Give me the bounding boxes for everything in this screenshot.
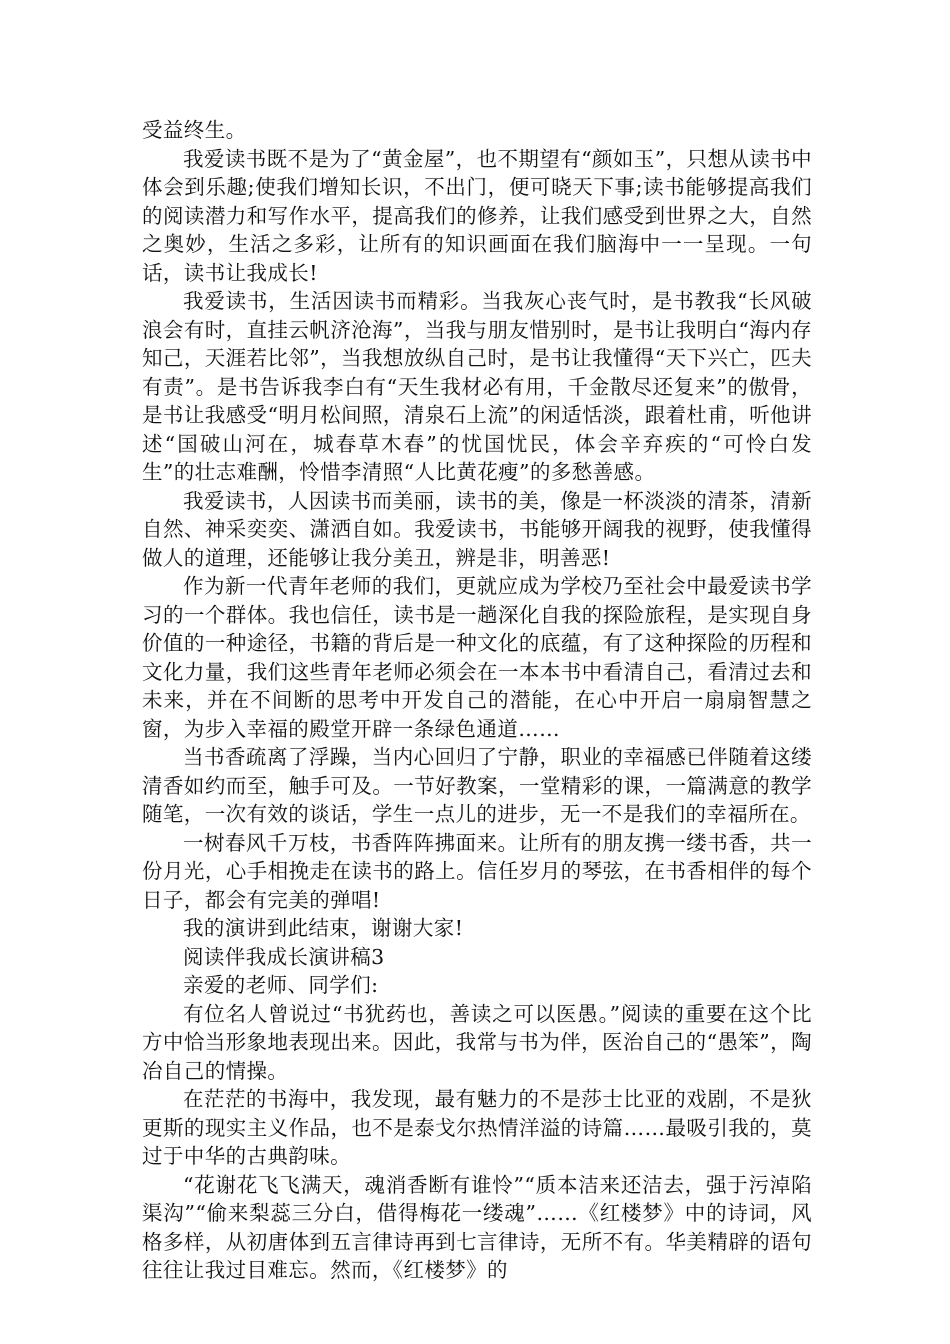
document-body [142, 116, 812, 1285]
paragraph: 作为新一代青年老师的我们，更就应成为学校乃至社会中最爱读书学习的一个群体。我也信任，读书是一趟深化自我的探险旅程，是实现自身价值的一种途径，书籍的背后是一种文化的底蕴，有了这种探险的历程和文化力量，我们这些青年老师必须会在一本本书中看清自己，看清过去和未来，并在不间断的思考中开发自己的潜能，在心中开启一扇扇智慧之窗，为步入幸福的殿堂开辟一条绿色通道…… [142, 574, 812, 741]
salutation: 亲爱的老师、同学们: [183, 973, 379, 997]
paragraph: 我爱读书既不是为了“黄金屋”，也不期望有“颜如玉”，只想从读书中体会到乐趣;使我们增知长识，不出门，便可晓天下事;读书能够提高我们的阅读潜力和写作水平，提高我们的修养，让我们感受到世界之大，自然之奥妙，生活之多彩，让所有的知识画面在我们脑海中一一呈现。一句话，读书让我成长! [142, 146, 812, 285]
paragraph: 我爱读书，生活因读书而精彩。当我灰心丧气时，是书教我“长风破浪会有时，直挂云帆济沧海”，当我与朋友惜别时，是书让我明白“海内存知己，天涯若比邻”，当我想放纵自己时，是书让我懂得“天下兴亡，匹夫有责”。是书告诉我李白有“天生我材必有用，千金散尽还复来”的傲骨，是书让我感受“明月松间照，清泉石上流”的闲适恬淡，跟着杜甫，听他讲述“国破山河在，城春草木春”的忧国忧民，体会辛弃疾的“可怜白发生”的壮志难酬，怜惜李清照“人比黄花瘦”的多愁善感。 [142, 289, 812, 484]
speech-title: 阅读伴我成长演讲稿3 [183, 944, 385, 969]
paragraph: 当书香疏离了浮躁，当内心回归了宁静，职业的幸福感已伴随着这缕清香如约而至，触手可及。一节好教案，一堂精彩的课，一篇满意的教学随笔，一次有效的谈话，学生一点儿的进步，无一不是我们的幸福所在。 [142, 745, 812, 826]
paragraph: “花谢花飞飞满天，魂消香断有谁怜”“质本洁来还洁去，强于污淖陷渠沟”“偷来梨蕊三分白，借得梅花一缕魂”……《红楼梦》中的诗词，风格多样，从初唐体到五言律诗再到七言律诗，无所不有。华美精辟的语句往往让我过目难忘。然而，《红楼梦》的 [142, 1172, 812, 1282]
paragraph: 受益终生。 [142, 118, 247, 142]
paragraph: 有位名人曾说过“书犹药也，善读之可以医愚。”阅读的重要在这个比方中恰当形象地表现出来。因此，我常与书为伴，医治自己的“愚笨”，陶冶自己的情操。 [142, 1001, 812, 1083]
paragraph: 在茫茫的书海中，我发现，最有魅力的不是莎士比亚的戏剧，不是狄更斯的现实主义作品，也不是泰戈尔热情洋溢的诗篇……最吸引我的，莫过于中华的古典韵味。 [142, 1087, 812, 1168]
paragraph: 一树春风千万枝，书香阵阵拂面来。让所有的朋友携一缕书香，共一份月光，心手相挽走在读书的路上。信任岁月的琴弦，在书香相伴的每个日子，都会有完美的弹唱! [142, 830, 812, 912]
closing-line: 我的演讲到此结束，谢谢大家! [183, 916, 464, 940]
paragraph: 我爱读书，人因读书而美丽，读书的美，像是一杯淡淡的清茶，清新自然、神采奕奕、潇洒自如。我爱读书，书能够开阔我的视野，使我懂得做人的道理，还能够让我分美丑，辨是非，明善恶! [142, 488, 812, 570]
